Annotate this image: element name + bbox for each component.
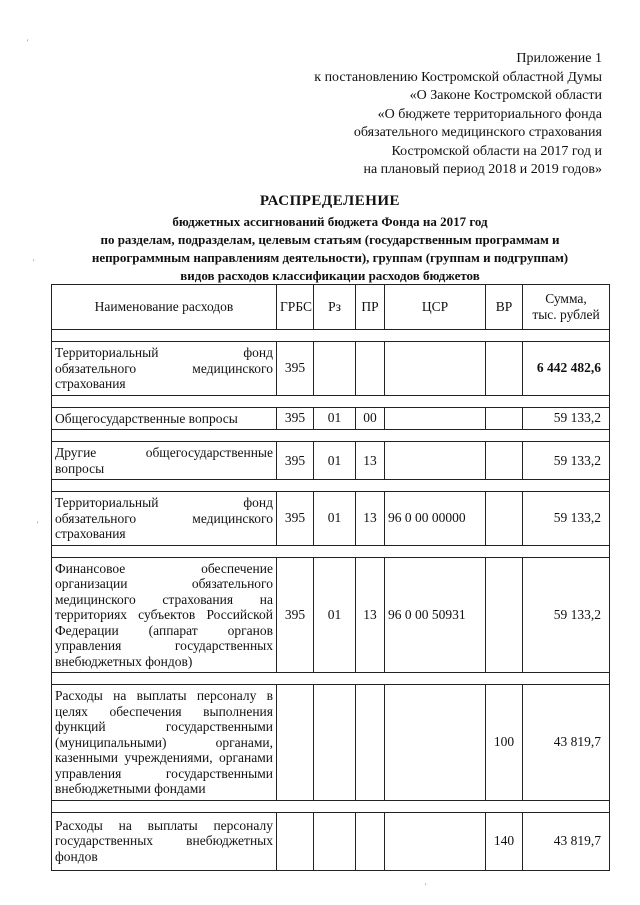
row-gap bbox=[52, 330, 610, 342]
header-amount-line2: тыс. рублей bbox=[532, 307, 600, 322]
row-gap bbox=[52, 673, 610, 685]
cell-rz: 01 bbox=[314, 557, 356, 673]
cell-rz: 01 bbox=[314, 492, 356, 546]
cell-csr: 96 0 00 00000 bbox=[385, 492, 486, 546]
appendix-line: «О бюджете территориального фонда bbox=[377, 106, 602, 122]
header-pr: ПР bbox=[356, 285, 385, 330]
title-line: видов расходов классификации расходов бюджетов bbox=[180, 268, 480, 283]
cell-rz bbox=[314, 342, 356, 396]
cell-pr: 13 bbox=[356, 557, 385, 673]
cell-grbs: 395 bbox=[277, 407, 314, 430]
row-gap bbox=[52, 480, 610, 492]
scan-mark: ' bbox=[27, 38, 29, 47]
appendix-line: «О Законе Костромской области bbox=[409, 88, 602, 103]
row-gap bbox=[52, 800, 610, 812]
appendix-line: Костромской области на 2017 год и bbox=[391, 143, 602, 159]
row-gap bbox=[52, 545, 610, 557]
cell-rz: 01 bbox=[314, 407, 356, 430]
cell-name: Другие общегосударственные вопросы bbox=[52, 442, 277, 480]
row-gap bbox=[52, 430, 610, 442]
title-line: непрограммным направлениям деятельности), группам (группам и подгруппам) bbox=[91, 250, 569, 265]
cell-vr bbox=[486, 407, 523, 430]
cell-vr bbox=[486, 557, 523, 673]
scan-mark: ' bbox=[33, 258, 35, 267]
table-row bbox=[52, 557, 610, 673]
table-row bbox=[52, 342, 610, 396]
header-amount bbox=[523, 285, 610, 330]
cell-amount: 59 133,2 bbox=[523, 557, 610, 673]
cell-amount: 6 442 482,6 bbox=[523, 342, 610, 396]
table-row bbox=[52, 492, 610, 546]
cell-vr bbox=[486, 492, 523, 546]
cell-vr: 100 bbox=[486, 685, 523, 801]
header-name: Наименование расходов bbox=[52, 285, 277, 330]
cell-grbs bbox=[277, 812, 314, 870]
cell-pr bbox=[356, 685, 385, 801]
cell-grbs: 395 bbox=[277, 557, 314, 673]
cell-vr bbox=[486, 342, 523, 396]
header-amount-line1: Сумма, bbox=[545, 291, 587, 306]
cell-name: Финансовое обеспечение организации обязательного медицинского страхования на территориях субъектов Российской Федерации (аппарат органов управления государственных внебюджетных фондов) bbox=[52, 557, 277, 673]
table-row bbox=[52, 812, 610, 870]
header-rz: Рз bbox=[314, 285, 356, 330]
header-vr: ВР bbox=[486, 285, 523, 330]
cell-grbs: 395 bbox=[277, 342, 314, 396]
cell-amount: 43 819,7 bbox=[523, 812, 610, 870]
cell-csr bbox=[385, 685, 486, 801]
cell-rz: 01 bbox=[314, 442, 356, 480]
cell-name: Территориальный фонд обязательного медицинского страхования bbox=[52, 342, 277, 396]
cell-pr: 00 bbox=[356, 407, 385, 430]
cell-name: Общегосударственные вопросы bbox=[52, 407, 277, 430]
cell-amount: 59 133,2 bbox=[523, 492, 610, 546]
cell-pr bbox=[356, 342, 385, 396]
appendix-header bbox=[262, 50, 602, 180]
scan-mark: ' bbox=[425, 882, 427, 891]
appendix-line: к постановлению Костромской областной Думы bbox=[314, 69, 602, 85]
appendix-line: Приложение 1 bbox=[516, 51, 602, 66]
cell-csr bbox=[385, 407, 486, 430]
header-grbs: ГРБС bbox=[277, 285, 314, 330]
budget-table bbox=[51, 284, 610, 871]
table-row bbox=[52, 685, 610, 801]
cell-csr: 96 0 00 50931 bbox=[385, 557, 486, 673]
cell-grbs bbox=[277, 685, 314, 801]
cell-pr: 13 bbox=[356, 442, 385, 480]
header-csr: ЦСР bbox=[385, 285, 486, 330]
cell-rz bbox=[314, 685, 356, 801]
cell-grbs: 395 bbox=[277, 492, 314, 546]
cell-name: Расходы на выплаты персоналу государственных внебюджетных фондов bbox=[52, 812, 277, 870]
cell-csr bbox=[385, 812, 486, 870]
row-gap bbox=[52, 395, 610, 407]
cell-name: Территориальный фонд обязательного медицинского страхования bbox=[52, 492, 277, 546]
title-line: бюджетных ассигнований бюджета Фонда на 2017 год bbox=[172, 214, 488, 229]
cell-amount: 59 133,2 bbox=[523, 407, 610, 430]
cell-csr bbox=[385, 342, 486, 396]
cell-amount: 59 133,2 bbox=[523, 442, 610, 480]
cell-pr: 13 bbox=[356, 492, 385, 546]
table-row bbox=[52, 442, 610, 480]
scan-mark: ' bbox=[37, 520, 39, 529]
table-header-row bbox=[52, 285, 610, 330]
cell-pr bbox=[356, 812, 385, 870]
title-line: по разделам, подразделам, целевым статьям (государственным программам и bbox=[100, 232, 560, 247]
cell-vr: 140 bbox=[486, 812, 523, 870]
title-main: РАСПРЕДЕЛЕНИЕ bbox=[259, 193, 401, 209]
appendix-line: на плановый период 2018 и 2019 годов» bbox=[363, 162, 602, 177]
cell-name: Расходы на выплаты персоналу в целях обеспечения выполнения функций государственными (муниципальными) органами, казенными учреждениями, органами управления государственными внебюджетными фондами bbox=[52, 685, 277, 801]
cell-vr bbox=[486, 442, 523, 480]
document-title bbox=[30, 193, 630, 285]
cell-rz bbox=[314, 812, 356, 870]
cell-grbs: 395 bbox=[277, 442, 314, 480]
cell-amount: 43 819,7 bbox=[523, 685, 610, 801]
appendix-line: обязательного медицинского страхования bbox=[353, 125, 602, 140]
cell-csr bbox=[385, 442, 486, 480]
table-row bbox=[52, 407, 610, 430]
